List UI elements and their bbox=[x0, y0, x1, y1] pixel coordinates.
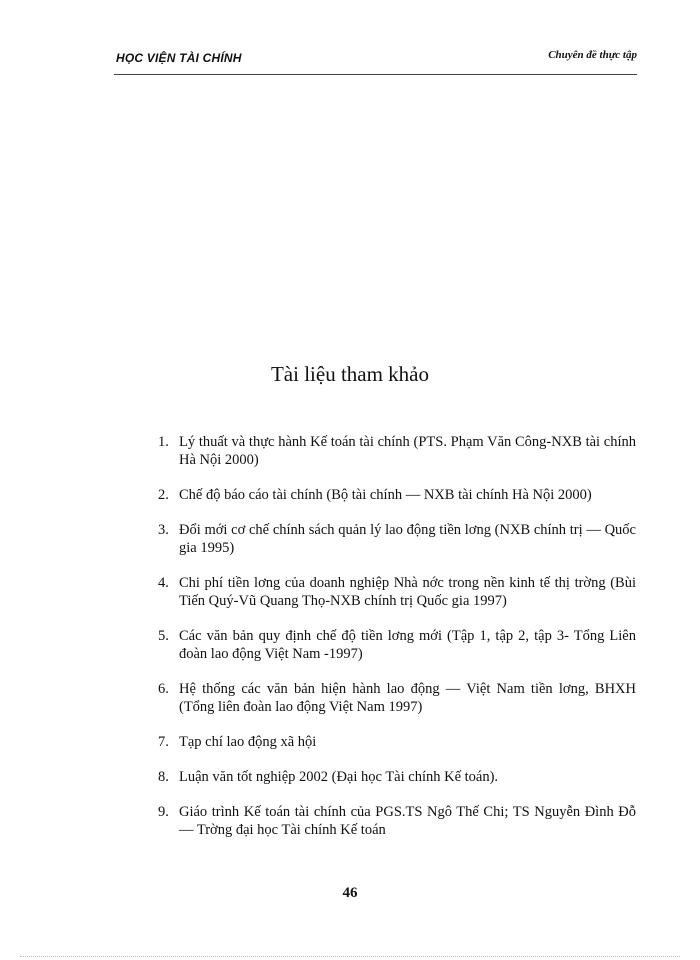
reference-text: Các văn bản quy định chế độ tiền lơng mới (Tập 1, tập 2, tập 3- Tổng Liên đoàn lao động Việt Nam -1997) bbox=[179, 628, 636, 662]
header-document-type: Chuyên đề thực tập bbox=[548, 49, 637, 61]
page-title: Tài liệu tham khảo bbox=[270, 362, 430, 386]
reference-text: Chế độ báo cáo tài chính (Bộ tài chính — NXB tài chính Hà Nội 2000) bbox=[179, 487, 592, 503]
reference-list bbox=[150, 433, 636, 856]
reference-number: 6. bbox=[158, 681, 169, 697]
reference-item bbox=[150, 768, 636, 786]
reference-text: Chi phí tiền lơng của doanh nghiệp Nhà nớc trong nền kinh tế thị trờng (Bùi Tiến Quý-Vũ Quang Thọ-NXB chính trị Quốc gia 1997) bbox=[179, 575, 636, 609]
reference-number: 3. bbox=[158, 522, 169, 538]
header-divider bbox=[114, 74, 637, 75]
reference-number: 5. bbox=[158, 628, 169, 644]
reference-text: Luận văn tốt nghiệp 2002 (Đại học Tài chính Kế toán). bbox=[179, 769, 499, 785]
reference-item bbox=[150, 433, 636, 469]
reference-item bbox=[150, 627, 636, 663]
header-institution: HỌC VIỆN TÀI CHÍNH bbox=[116, 51, 242, 65]
reference-number: 9. bbox=[158, 804, 169, 820]
reference-text: Hệ thống các văn bản hiện hành lao động — Việt Nam tiền lơng, BHXH (Tổng liên đoàn lao động Việt Nam 1997) bbox=[179, 681, 636, 715]
page-number: 46 bbox=[342, 885, 358, 901]
reference-item bbox=[150, 521, 636, 557]
reference-number: 2. bbox=[158, 487, 169, 503]
reference-text: Tạp chí lao động xã hội bbox=[179, 734, 317, 750]
reference-item bbox=[150, 803, 636, 839]
reference-number: 1. bbox=[158, 434, 169, 450]
reference-item bbox=[150, 486, 636, 504]
reference-text: Lý thuất và thực hành Kế toán tài chính (PTS. Phạm Văn Công-NXB tài chính Hà Nội 2000) bbox=[179, 434, 636, 468]
page-bottom-divider bbox=[20, 956, 680, 957]
reference-item bbox=[150, 574, 636, 610]
reference-number: 8. bbox=[158, 769, 169, 785]
reference-item bbox=[150, 680, 636, 716]
reference-text: Giáo trình Kế toán tài chính của PGS.TS Ngô Thế Chi; TS Nguyễn Đình Đỗ — Trờng đại học Tài chính Kế toán bbox=[179, 804, 636, 838]
reference-number: 7. bbox=[158, 734, 169, 750]
reference-text: Đổi mới cơ chế chính sách quản lý lao động tiền lơng (NXB chính trị — Quốc gia 1995) bbox=[179, 522, 636, 556]
reference-item bbox=[150, 733, 636, 751]
reference-number: 4. bbox=[158, 575, 169, 591]
